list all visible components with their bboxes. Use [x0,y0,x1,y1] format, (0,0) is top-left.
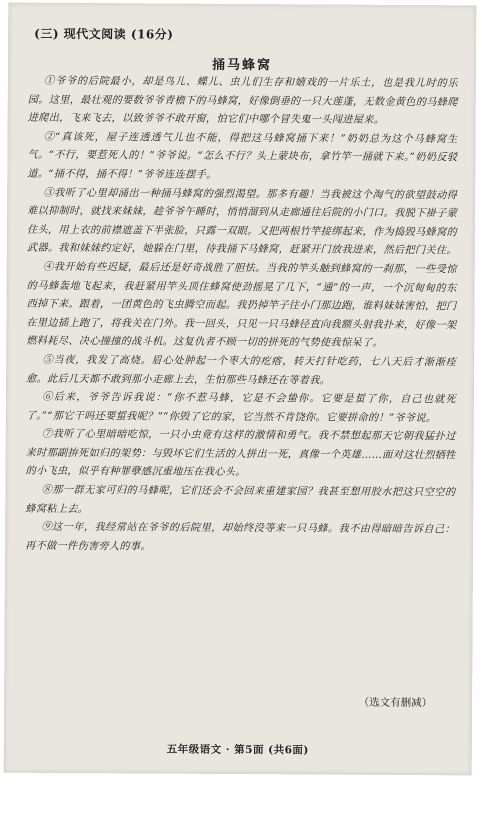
paragraph-5: ⑤当夜，我发了高烧。眉心处肿起一个枣大的疙瘩，转天打针吃药，七八天后才渐渐痊愈。此后几天都不敢到那小走廊上去，生怕那些马蜂还在等着我。 [26,354,457,387]
paragraph-6: ⑥后来，爷爷告诉我说：“你不惹马蜂，它是不会蛰你。它要是蜇了你，自己也就死了。”“那它干吗还要蜇我呢？”“你毁了它的家，它当然不肯饶你。它要拼命的！”爷爷说。 [25,391,456,424]
article-body [25,73,458,559]
paragraph-7: ⑦我听了心里暗暗吃惊，一只小虫竟有这样的激情和勇气。我不禁想起那天它朝我猛扑过来时那副拚死如归的架势：与毁坏它们生活的人拼出一死，真像一个英雄……面对这壮烈牺牲的小飞虫，似乎有种罪孽感沉重地压在我心头。 [25,429,456,479]
paragraph-4: ④我开始有些迟疑，最后还是好奇战胜了胆怯。当我的竿头触到蜂窝的一刹那，一些受惊的马蜂轰地飞起来，我赶紧用竿头顶住蜂窝使劲摇晃了几下，“通”的一声，一个沉甸甸的东西掉下来。跟着，一团黄色的飞虫腾空而起。我扔掉竿子往小门那边跑，谁料妹妹害怕，把门在里边插上跑了，将我关在门外。我一回头，只见一只马蜂径直向我额头射我扑来，好像一架燃料耗尽、决心撞撞的战斗机。这复仇者不顾一切的拼死的气势使我惊呆了。 [26,261,457,350]
paragraph-2: ②“真该死，屋子连透透气儿也不能，得把这马蜂窝捅下来！”奶奶总为这个马蜂窝生气。“不行，要惹死人的！”爷爷说。“怎么不行？头上蒙块布，拿竹竿一捅就下来。”奶奶反驳道。“捅不得，捅不得！”爷爷连连摆手。 [27,131,458,181]
paragraph-8: ⑧那一群无家可归的马蜂呢，它们还会不会回来重建家园？我甚至想用胶水把这只空空的蜂窝粘上去。 [25,484,456,515]
paragraph-9: ⑨这一年，我经常站在爷爷的后院里，却始终没等来一只马蜂。我不由得暗暗告诉自己：再不做一件伤害旁人的事。 [25,522,456,553]
page-footer: 五年级语文 · 第5面 (共6面) [166,743,309,757]
source-note: （选文有删减） [358,696,433,710]
article-title: 捅马蜂窝 [211,57,273,74]
section-title: (三) 现代文阅读 (16分) [34,26,174,42]
paragraph-3: ③我听了心里却涌出一种捅马蜂窝的强烈渴望。那多有趣！当我被这个淘气的欲望鼓动得难以抑制时，就找来妹妹，趁爷爷午睡时，悄悄溜到从走廊通往后院的小门口。我脱下褂子蒙住头，用上衣的前襟遮盖下半张脸，只露一双眼。又把两根竹竿接绑起来，作为捣毁马蜂窝的武器。我和妹妹约定好，她躲在门里，待我捅下马蜂窝，赶紧开门放我进来，然后把门关住。 [26,187,458,257]
exam-page [4,3,477,776]
paragraph-1: ①爷爷的后院最小，却是鸟儿、蝶儿、虫儿们生存和嬉戏的一片乐土，也是我儿时的乐园。这里，最壮观的要数爷爷青檐下的马蜂窝，好像倒垂的一只大莲蓬，无数金黄色的马蜂爬进爬出，飞来飞去，以致爷爷不敢开窗，怕它们中哪个冒失鬼一头闯进屋来。 [27,75,458,127]
